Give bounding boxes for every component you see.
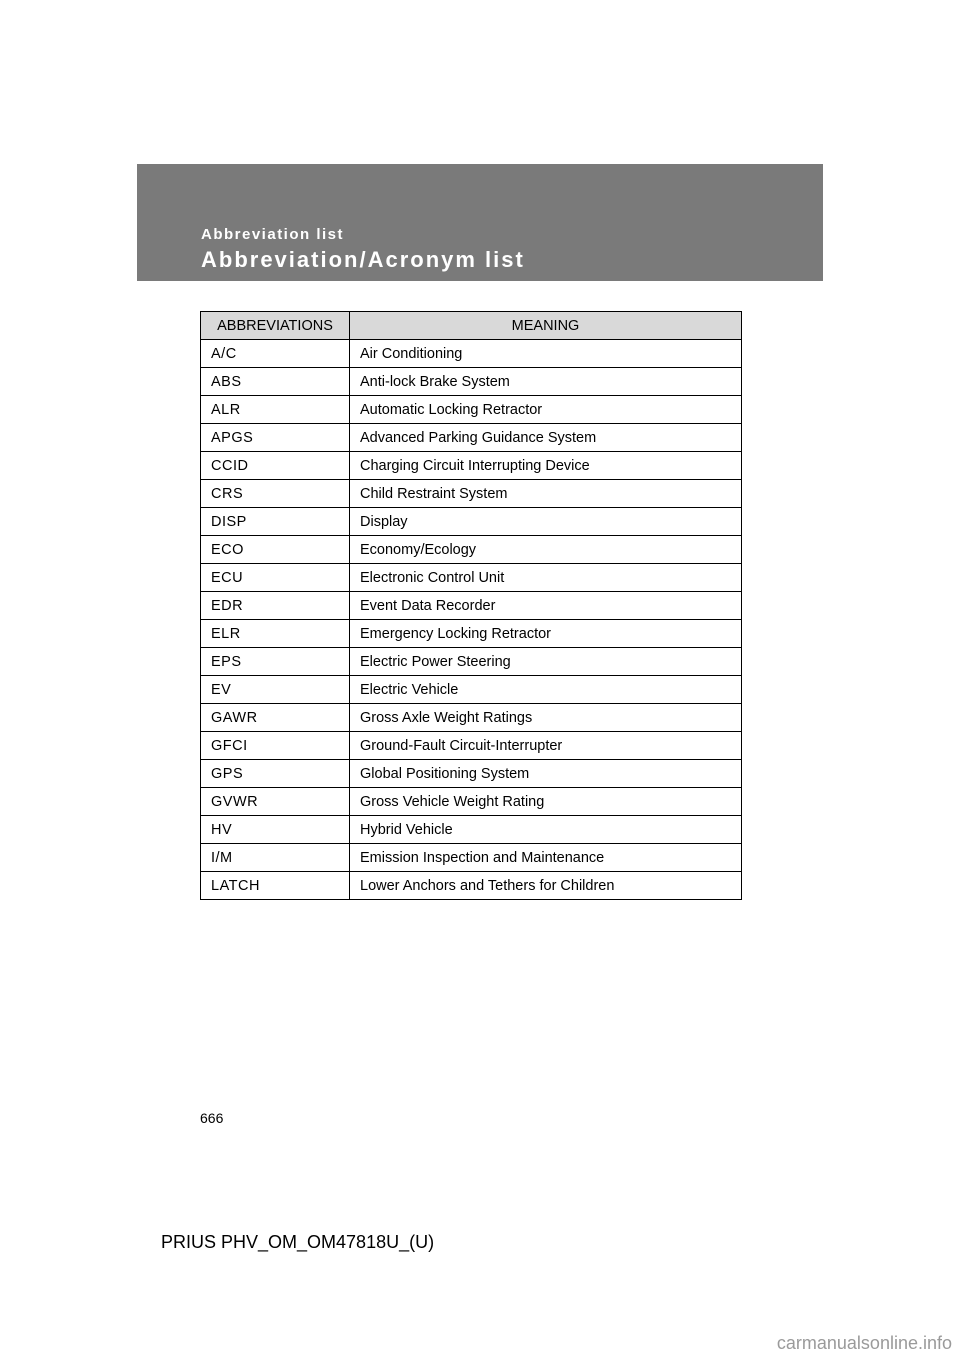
- meaning-cell: Emission Inspection and Maintenance: [350, 844, 742, 872]
- abbreviation-cell: EPS: [201, 648, 350, 676]
- meaning-cell: Electric Vehicle: [350, 676, 742, 704]
- table-row: [201, 732, 742, 760]
- abbreviation-cell: GVWR: [201, 788, 350, 816]
- table-row: [201, 620, 742, 648]
- table-row: [201, 648, 742, 676]
- table-row: [201, 480, 742, 508]
- table-row: [201, 368, 742, 396]
- abbreviation-cell: ECU: [201, 564, 350, 592]
- abbreviation-cell: EDR: [201, 592, 350, 620]
- meaning-cell: Charging Circuit Interrupting Device: [350, 452, 742, 480]
- meaning-cell: Ground-Fault Circuit-Interrupter: [350, 732, 742, 760]
- abbreviation-cell: GAWR: [201, 704, 350, 732]
- column-header-meaning: MEANING: [350, 312, 742, 340]
- table-row: [201, 788, 742, 816]
- abbreviation-cell: LATCH: [201, 872, 350, 900]
- meaning-cell: Global Positioning System: [350, 760, 742, 788]
- table-row: [201, 760, 742, 788]
- meaning-cell: Hybrid Vehicle: [350, 816, 742, 844]
- abbreviation-cell: APGS: [201, 424, 350, 452]
- table-row: [201, 564, 742, 592]
- meaning-cell: Display: [350, 508, 742, 536]
- abbreviation-cell: CCID: [201, 452, 350, 480]
- header-band: [137, 164, 823, 281]
- table-row: [201, 844, 742, 872]
- abbreviation-cell: GFCI: [201, 732, 350, 760]
- abbreviation-table: [200, 311, 742, 900]
- table-row: [201, 424, 742, 452]
- document-code: PRIUS PHV_OM_OM47818U_(U): [161, 1232, 435, 1252]
- watermark: carmanualsonline.info: [776, 1333, 952, 1353]
- meaning-cell: Anti-lock Brake System: [350, 368, 742, 396]
- abbreviation-cell: HV: [201, 816, 350, 844]
- page-number: 666: [200, 1110, 224, 1126]
- table-row: [201, 508, 742, 536]
- abbreviation-cell: EV: [201, 676, 350, 704]
- meaning-cell: Lower Anchors and Tethers for Children: [350, 872, 742, 900]
- table-row: [201, 452, 742, 480]
- column-header-abbreviations: ABBREVIATIONS: [201, 312, 350, 340]
- meaning-cell: Economy/Ecology: [350, 536, 742, 564]
- table-row: [201, 396, 742, 424]
- table-row: [201, 676, 742, 704]
- section-label: Abbreviation list: [201, 226, 345, 243]
- table-row: [201, 592, 742, 620]
- abbreviation-cell: GPS: [201, 760, 350, 788]
- table-row: [201, 872, 742, 900]
- abbreviation-cell: I/M: [201, 844, 350, 872]
- table-row: [201, 340, 742, 368]
- table-row: [201, 704, 742, 732]
- abbreviation-cell: A/C: [201, 340, 350, 368]
- abbreviation-cell: ELR: [201, 620, 350, 648]
- table-header-row: [201, 312, 742, 340]
- abbreviation-cell: ECO: [201, 536, 350, 564]
- meaning-cell: Gross Axle Weight Ratings: [350, 704, 742, 732]
- meaning-cell: Emergency Locking Retractor: [350, 620, 742, 648]
- table-row: [201, 536, 742, 564]
- meaning-cell: Automatic Locking Retractor: [350, 396, 742, 424]
- meaning-cell: Child Restraint System: [350, 480, 742, 508]
- meaning-cell: Gross Vehicle Weight Rating: [350, 788, 742, 816]
- meaning-cell: Advanced Parking Guidance System: [350, 424, 742, 452]
- page-title: Abbreviation/Acronym list: [201, 247, 525, 272]
- meaning-cell: Electric Power Steering: [350, 648, 742, 676]
- abbreviation-cell: CRS: [201, 480, 350, 508]
- meaning-cell: Electronic Control Unit: [350, 564, 742, 592]
- abbreviation-cell: ALR: [201, 396, 350, 424]
- abbreviation-cell: ABS: [201, 368, 350, 396]
- meaning-cell: Air Conditioning: [350, 340, 742, 368]
- meaning-cell: Event Data Recorder: [350, 592, 742, 620]
- table-row: [201, 816, 742, 844]
- abbreviation-cell: DISP: [201, 508, 350, 536]
